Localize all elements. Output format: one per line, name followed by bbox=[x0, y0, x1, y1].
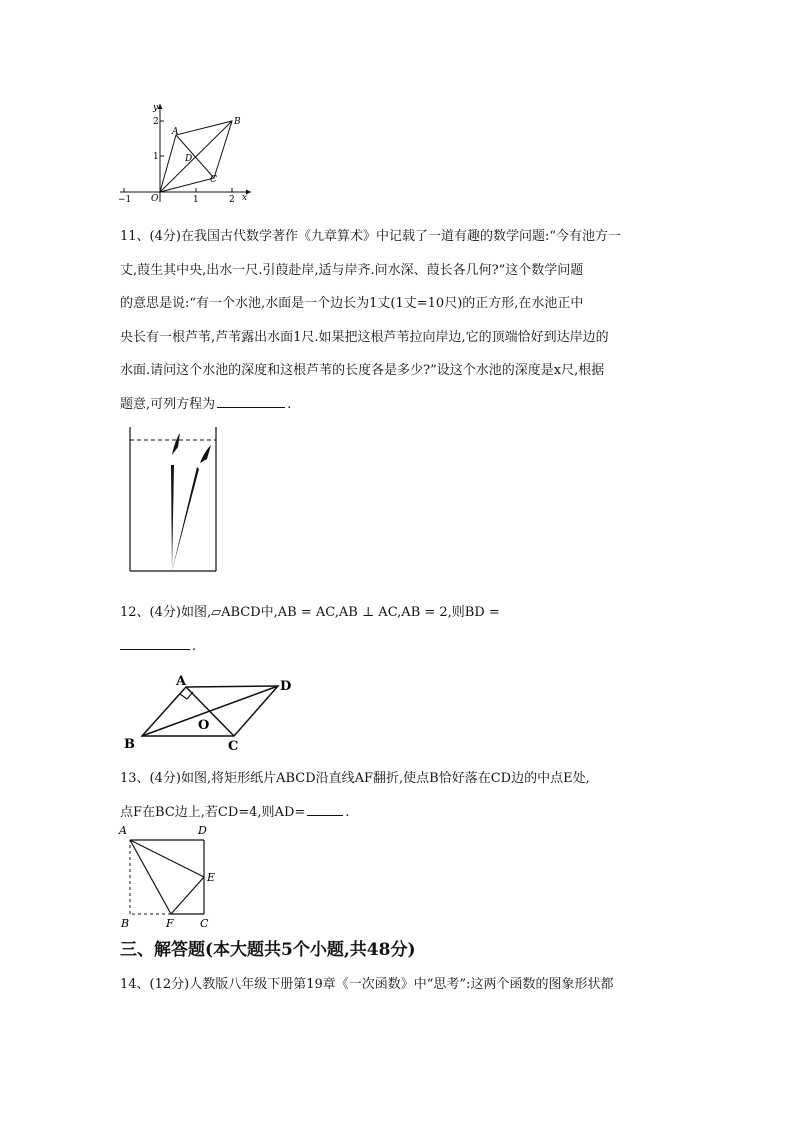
point-label-D: D bbox=[280, 679, 292, 694]
question-12 bbox=[120, 596, 680, 663]
point-label-O: O bbox=[151, 194, 159, 204]
q11-line-1: 11、(4分)在我国古代数学著作《九章算术》中记载了一道有趣的数学问题:“今有池方一 bbox=[120, 229, 621, 244]
q11-line-4: 央长有一根芦苇,芦苇露出水面1尺.如果把这根芦苇拉向岸边,它的顶端恰好到达岸边的 bbox=[120, 329, 609, 345]
point-label-O: O bbox=[198, 718, 210, 733]
point-label-A: A bbox=[119, 824, 127, 837]
figure-parallelogram bbox=[118, 672, 298, 756]
point-label-C: C bbox=[228, 739, 239, 754]
q11-line-6 bbox=[120, 388, 680, 422]
q11-answer-blank[interactable] bbox=[217, 395, 285, 408]
tick-label-xm1: −1 bbox=[118, 195, 132, 205]
point-label-B: B bbox=[234, 117, 241, 127]
tick-label-x2: 2 bbox=[229, 195, 235, 205]
figure-rectangle-fold bbox=[116, 822, 226, 932]
segment-EF bbox=[171, 877, 204, 914]
tick-label-x1: 1 bbox=[193, 195, 199, 205]
q11-period: . bbox=[287, 396, 292, 412]
reed-upright-top bbox=[172, 433, 180, 455]
question-11 bbox=[120, 220, 680, 421]
reed-upright bbox=[171, 465, 174, 571]
q11-prompt: 题意,可列方程为 bbox=[120, 396, 216, 412]
q11-line-3: 的意思是说:“有一个水池,水面是一个边长为1丈(1丈=10尺)的正方形,在水池正中 bbox=[120, 296, 584, 311]
section-heading: 三、解答题(本大题共5个小题,共48分) bbox=[120, 940, 416, 960]
q13-line-1: 13、(4分)如图,将矩形纸片ABCD沿直线AF翻折,使点B恰好落在CD边的中点E处, bbox=[120, 771, 590, 786]
reed-leaning bbox=[172, 467, 199, 571]
point-label-A: A bbox=[172, 127, 179, 137]
tick-label-y1: 1 bbox=[153, 152, 159, 162]
q11-line-2: 丈,葭生其中央,出水一尺.引葭赴岸,适与岸齐.问水深、葭长各几何?”这个数学问题 bbox=[120, 262, 584, 278]
point-label-D: D bbox=[185, 154, 193, 164]
reed-leaning-top bbox=[200, 445, 211, 463]
q13-period: . bbox=[345, 804, 350, 820]
point-label-A: A bbox=[176, 674, 187, 689]
q12-line-1: 12、(4分)如图,▱ABCD中,AB = AC,AB ⊥ AC,AB = 2,则BD = bbox=[120, 605, 500, 620]
q13-prompt: 点F在BC边上,若CD=4,则AD= bbox=[120, 804, 306, 820]
q12-period: . bbox=[192, 638, 197, 654]
point-label-B: B bbox=[121, 917, 130, 930]
tick-label-y2: 2 bbox=[153, 117, 159, 127]
point-label-E: E bbox=[207, 871, 216, 884]
q13-answer-blank[interactable] bbox=[307, 803, 343, 816]
question-14 bbox=[120, 968, 680, 1002]
point-label-F: F bbox=[166, 917, 174, 930]
q12-line-2 bbox=[120, 630, 680, 664]
diagonal-AC bbox=[176, 135, 214, 178]
q11-line-5: 水面.请问这个水池的深度和这根芦苇的长度各是多少?”设这个水池的深度是x尺,根据 bbox=[120, 363, 605, 378]
fold-line-AF bbox=[130, 840, 171, 914]
point-label-C: C bbox=[210, 175, 217, 185]
point-label-D: D bbox=[198, 824, 207, 837]
y-axis-label: y bbox=[153, 103, 159, 113]
x-axis-label: x bbox=[242, 193, 248, 203]
figure-coordinate-rhombus bbox=[115, 100, 255, 205]
q14-line-1: 14、(12分)人教版八年级下册第19章《一次函数》中“思考”:这两个函数的图象形状都 bbox=[120, 977, 614, 992]
y-axis-arrow bbox=[158, 104, 163, 109]
figure-pond-reed bbox=[125, 425, 225, 575]
diagonal-BD bbox=[142, 686, 278, 736]
question-13 bbox=[120, 762, 680, 829]
point-label-C: C bbox=[200, 917, 209, 930]
segment-AE bbox=[130, 840, 204, 877]
q12-answer-blank[interactable] bbox=[120, 637, 190, 650]
point-label-B: B bbox=[124, 737, 135, 752]
